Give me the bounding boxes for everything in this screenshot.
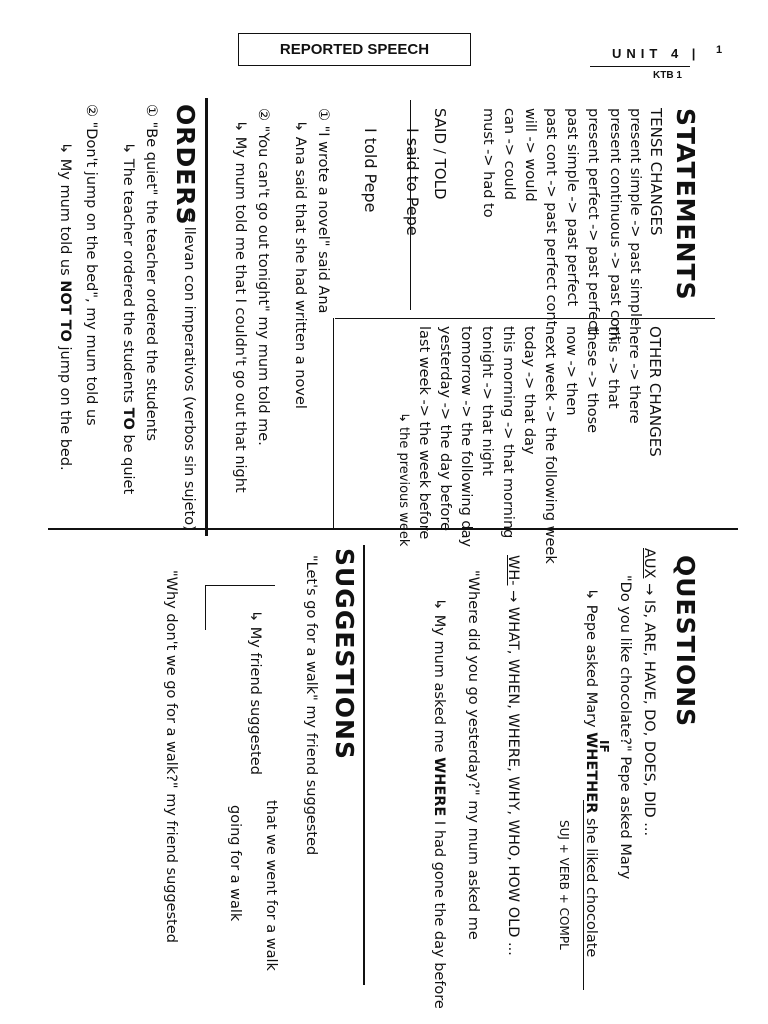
told-line: I told Pepe bbox=[361, 128, 380, 213]
other-change-line: next week -> the following week bbox=[542, 326, 558, 564]
tense-line: present simple -> past simple bbox=[627, 108, 643, 326]
suggestion-bracket-line bbox=[205, 585, 275, 586]
statement-example-2: ② "You can't go out tonight" my mum told me. bbox=[255, 108, 271, 446]
other-change-line: tomorrow -> the following day bbox=[458, 326, 474, 548]
statement-example-2-answer: ↳ My mum told me that I couldn't go out that night bbox=[232, 120, 248, 493]
other-change-line: last week -> the week before bbox=[416, 326, 432, 540]
suggestions-example-1-answer: ↳ My friend suggested bbox=[247, 610, 263, 775]
other-changes-title: OTHER CHANGES bbox=[646, 326, 664, 457]
document-title: REPORTED SPEECH bbox=[279, 41, 430, 58]
questions-answer-text: she liked chocolate bbox=[583, 813, 599, 958]
aux-rule-text: → IS, ARE, HAVE, DO, DOES, DID ... bbox=[641, 583, 657, 837]
statements-heading: STATEMENTS bbox=[671, 108, 700, 301]
other-change-line: now -> then bbox=[563, 326, 579, 416]
unit-label: UNIT 4 | bbox=[612, 46, 701, 61]
divider-other-vertical bbox=[333, 318, 334, 530]
divider-orders bbox=[205, 98, 208, 536]
other-change-line: here -> there bbox=[626, 326, 642, 424]
orders-example-2-answer bbox=[58, 142, 73, 471]
other-change-line: these -> those bbox=[584, 326, 600, 434]
book-code: KTB 1 bbox=[653, 70, 682, 81]
divider-other-changes bbox=[335, 318, 715, 319]
tense-line: must -> had to bbox=[480, 108, 496, 218]
orders-example-1-answer bbox=[121, 142, 136, 494]
divider-suggestions bbox=[363, 545, 365, 985]
questions-heading: QUESTIONS bbox=[671, 555, 700, 728]
questions-example-1-answer bbox=[584, 588, 599, 957]
tense-line: present continuous -> past cont bbox=[607, 108, 623, 342]
said-told-title: SAID / TOLD bbox=[431, 108, 449, 200]
other-change-line: today -> that day bbox=[521, 326, 537, 455]
if-keyword: IF bbox=[597, 740, 611, 753]
orders-answer-text: ↳ The teacher ordered the students bbox=[120, 142, 136, 408]
questions-example-2-answer bbox=[432, 598, 447, 1009]
suggestions-example-2: "Why don't we go for a walk?" my friend suggested bbox=[163, 570, 179, 943]
suggestions-heading: SUGGESTIONS bbox=[330, 548, 359, 760]
other-change-line: this morning -> that morning bbox=[500, 326, 516, 539]
tense-line: will -> would bbox=[522, 108, 538, 202]
tense-changes-title: TENSE CHANGES bbox=[647, 108, 665, 236]
suggestion-bracket-line bbox=[205, 585, 206, 630]
aux-label: AUX bbox=[641, 548, 657, 579]
other-change-line: this -> that bbox=[605, 326, 621, 409]
orders-not-to-keyword: NOT TO bbox=[57, 280, 73, 342]
where-keyword: WHERE bbox=[431, 757, 447, 817]
orders-example-1: ① "Be quiet" the teacher ordered the students bbox=[143, 104, 159, 442]
wh-rule-text: → WHAT, WHEN, WHERE, WHY, WHO, HOW OLD ... bbox=[505, 590, 521, 956]
questions-answer-text: ↳ Pepe asked Mary bbox=[583, 588, 599, 733]
statement-example-1-answer: ↳ Ana said that she had written a novel bbox=[292, 120, 308, 409]
tense-line: past cont -> past perfect cont bbox=[543, 108, 559, 327]
orders-rule: → llevan con imperativos (verbos sin sujeto) bbox=[181, 210, 197, 531]
tense-line: past simple -> past perfect bbox=[564, 108, 580, 307]
other-change-line: yesterday -> the day before bbox=[437, 326, 453, 531]
structure-formula: SUJ + VERB + COMPL bbox=[557, 820, 571, 950]
whether-keyword: WHETHER bbox=[583, 732, 599, 814]
questions-aux-rule bbox=[642, 548, 657, 836]
orders-example-2: ② "Don't jump on the bed", my mum told us bbox=[83, 104, 99, 426]
orders-answer-text: be quiet bbox=[120, 429, 136, 495]
questions-answer-text: ↳ My mum asked me bbox=[431, 598, 447, 758]
page-number: 1 bbox=[716, 44, 723, 56]
suggestion-option-going: going for a walk bbox=[227, 805, 243, 922]
divider-horizontal-main bbox=[48, 528, 738, 530]
tense-line: can -> could bbox=[501, 108, 517, 200]
questions-answer-text: I had gone the day before bbox=[431, 816, 447, 1009]
questions-wh-rule bbox=[506, 555, 521, 956]
orders-answer-text: jump on the bed. bbox=[57, 341, 73, 471]
other-change-extra: ↳ the previous week bbox=[396, 412, 411, 547]
orders-answer-text: ↳ My mum told us bbox=[57, 142, 73, 281]
questions-example-1: "Do you like chocolate?" Pepe asked Mary bbox=[617, 575, 633, 880]
tense-line: present perfect -> past perfect bbox=[585, 108, 601, 334]
said-line: I said to Pepe bbox=[403, 128, 422, 236]
questions-example-2: "Where did you go yesterday?" my mum asked me bbox=[465, 570, 481, 940]
wh-label: WH- bbox=[505, 555, 521, 586]
suggestions-example-1: "Let's go for a walk" my friend suggested bbox=[303, 555, 319, 856]
suggestion-option-that: that we went for a walk bbox=[263, 800, 279, 971]
orders-to-keyword: TO bbox=[120, 407, 136, 430]
statement-example-1: ① "I wrote a novel" said Ana bbox=[315, 108, 331, 314]
orders-heading: ORDERS bbox=[171, 104, 200, 226]
other-change-line: tonight -> that night bbox=[479, 326, 495, 476]
